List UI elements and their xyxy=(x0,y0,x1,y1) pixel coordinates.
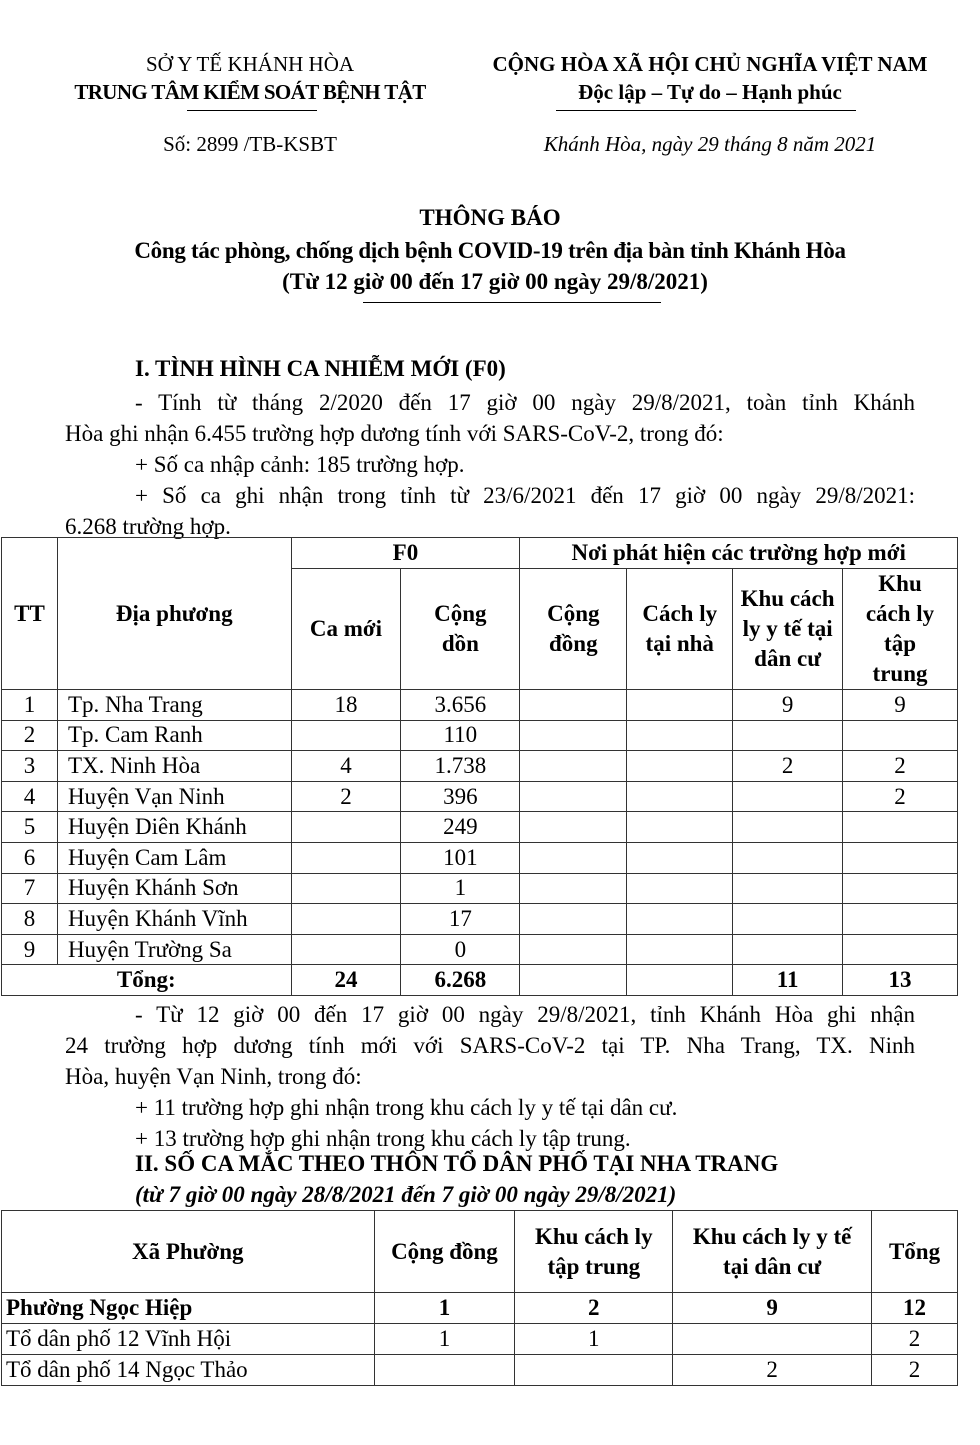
central-quarantine-cases: 9 xyxy=(843,690,958,721)
residential-quarantine-cases: 9 xyxy=(673,1293,872,1324)
section2-period: (từ 7 giờ 00 ngày 28/8/2021 đến 7 giờ 00 ngày 29/8/2021) xyxy=(135,1182,677,1207)
section1-paragraph-1-line-2: Hòa ghi nhận 6.455 trường hợp dương tính với SARS-CoV-2, trong đó: xyxy=(65,421,724,446)
national-motto: Độc lập – Tự do – Hạnh phúc xyxy=(578,80,842,104)
community-cases xyxy=(374,1355,515,1386)
central-quarantine-cases xyxy=(515,1355,673,1386)
header-tt: TT xyxy=(2,538,58,690)
cumulative-cases: 110 xyxy=(401,720,520,751)
row-number: 9 xyxy=(2,934,58,965)
community-cases xyxy=(520,781,627,812)
row-number: 3 xyxy=(2,751,58,782)
new-cases xyxy=(291,812,401,843)
cumulative-cases: 101 xyxy=(401,842,520,873)
header-central-quarantine: Khu cách ly tập trung xyxy=(515,1211,673,1293)
ward-name: Tổ dân phố 12 Vĩnh Hội xyxy=(2,1324,375,1355)
residential-quarantine-cases xyxy=(733,781,843,812)
residential-quarantine-cases xyxy=(733,842,843,873)
new-cases: 2 xyxy=(291,781,401,812)
community-cases xyxy=(520,904,627,935)
central-quarantine-cases xyxy=(843,873,958,904)
header-ward: Xã Phường xyxy=(2,1211,375,1293)
locality-name: Huyện Cam Lâm xyxy=(57,842,291,873)
ward-name: Phường Ngọc Hiệp xyxy=(2,1293,375,1324)
title-underline xyxy=(363,302,661,303)
document-subtitle: Công tác phòng, chống dịch bệnh COVID-19 trên địa bàn tỉnh Khánh Hòa xyxy=(134,238,846,263)
section1-paragraph-4-line-1: - Từ 12 giờ 00 đến 17 giờ 00 ngày 29/8/2021, tỉnh Khánh Hòa ghi nhận xyxy=(135,1002,915,1027)
table-row xyxy=(2,873,958,904)
row-number: 5 xyxy=(2,812,58,843)
new-cases: 18 xyxy=(291,690,401,721)
agency-parent: SỞ Y TẾ KHÁNH HÒA xyxy=(145,52,355,76)
row-number: 4 xyxy=(2,781,58,812)
home-isolation-cases xyxy=(627,842,733,873)
locality-name: Tp. Nha Trang xyxy=(57,690,291,721)
locality-name: Tp. Cam Ranh xyxy=(57,720,291,751)
header-central-quarantine: Khu cách ly tập trung xyxy=(843,569,958,690)
home-isolation-cases xyxy=(627,781,733,812)
residential-quarantine-cases xyxy=(733,873,843,904)
new-cases: 4 xyxy=(291,751,401,782)
document-number: Số: 2899 /TB-KSBT xyxy=(163,132,337,156)
new-cases xyxy=(291,842,401,873)
total-row xyxy=(2,965,958,996)
table-row xyxy=(2,1355,958,1386)
table-row xyxy=(2,781,958,812)
community-cases xyxy=(520,934,627,965)
community-cases xyxy=(520,751,627,782)
table-row xyxy=(2,690,958,721)
header-community: Cộng đồng xyxy=(520,569,627,690)
row-number: 8 xyxy=(2,904,58,935)
central-quarantine-cases: 1 xyxy=(515,1324,673,1355)
section1-local-cases-line-2: 6.268 trường hợp. xyxy=(65,514,231,539)
header-community: Cộng đồng xyxy=(374,1211,515,1293)
central-quarantine-cases: 2 xyxy=(843,751,958,782)
table-row xyxy=(2,1324,958,1355)
table-row xyxy=(2,1293,958,1324)
new-cases xyxy=(291,720,401,751)
total-cases: 2 xyxy=(872,1324,958,1355)
new-cases xyxy=(291,904,401,935)
cumulative-cases: 1 xyxy=(401,873,520,904)
home-isolation-cases xyxy=(627,690,733,721)
locality-name: TX. Ninh Hòa xyxy=(57,751,291,782)
ward-name: Tổ dân phố 14 Ngọc Thảo xyxy=(2,1355,375,1386)
row-number: 2 xyxy=(2,720,58,751)
community-cases: 1 xyxy=(374,1324,515,1355)
nation-title: CỘNG HÒA XÃ HỘI CHỦ NGHĨA VIỆT NAM xyxy=(492,52,928,76)
total-cumulative: 6.268 xyxy=(401,965,520,996)
section1-local-cases-line-1: + Số ca ghi nhận trong tỉnh từ 23/6/2021 đến 17 giờ 00 ngày 29/8/2021: xyxy=(135,483,915,508)
document-title: THÔNG BÁO xyxy=(419,205,561,230)
residential-quarantine-cases: 2 xyxy=(733,751,843,782)
header-residential-quarantine: Khu cách ly y tế tại dân cư xyxy=(673,1211,872,1293)
row-number: 7 xyxy=(2,873,58,904)
section1-paragraph-4-line-3: Hòa, huyện Vạn Ninh, trong đó: xyxy=(65,1064,362,1089)
home-isolation-cases xyxy=(627,812,733,843)
document-period: (Từ 12 giờ 00 đến 17 giờ 00 ngày 29/8/2021) xyxy=(282,269,708,294)
central-quarantine-cases xyxy=(843,720,958,751)
central-quarantine-cases: 2 xyxy=(515,1293,673,1324)
table-row xyxy=(2,812,958,843)
total-central-quarantine: 13 xyxy=(843,965,958,996)
locality-name: Huyện Khánh Vĩnh xyxy=(57,904,291,935)
central-quarantine-cases xyxy=(843,812,958,843)
section1-heading: I. TÌNH HÌNH CA NHIỄM MỚI (F0) xyxy=(135,356,506,381)
total-label: Tổng: xyxy=(2,965,292,996)
new-cases xyxy=(291,873,401,904)
place-date: Khánh Hòa, ngày 29 tháng 8 năm 2021 xyxy=(543,132,877,156)
home-isolation-cases xyxy=(627,934,733,965)
header-f0: F0 xyxy=(291,538,520,569)
table-row xyxy=(2,720,958,751)
cumulative-cases: 3.656 xyxy=(401,690,520,721)
home-isolation-cases xyxy=(627,873,733,904)
community-cases xyxy=(520,720,627,751)
section1-paragraph-4-line-2: 24 trường hợp dương tính mới với SARS-CoV-2 tại TP. Nha Trang, TX. Ninh xyxy=(65,1033,915,1058)
header-new-cases: Ca mới xyxy=(291,569,401,690)
agency-name: TRUNG TÂM KIỂM SOÁT BỆNH TẬT xyxy=(74,80,426,104)
residential-quarantine-cases xyxy=(733,934,843,965)
home-isolation-cases xyxy=(627,720,733,751)
header-total: Tổng xyxy=(872,1211,958,1293)
home-isolation-cases xyxy=(627,751,733,782)
home-isolation-cases xyxy=(627,904,733,935)
total-cases: 12 xyxy=(872,1293,958,1324)
central-quarantine-cases xyxy=(843,904,958,935)
agency-underline xyxy=(187,110,317,111)
community-cases xyxy=(520,812,627,843)
section2-heading: II. SỐ CA MẮC THEO THÔN TỔ DÂN PHỐ TẠI NHA TRANG xyxy=(135,1151,779,1176)
section1-imported-cases: + Số ca nhập cảnh: 185 trường hợp. xyxy=(135,452,465,477)
residential-quarantine-cases xyxy=(733,812,843,843)
section1-residential-summary: + 11 trường hợp ghi nhận trong khu cách ly y tế tại dân cư. xyxy=(135,1095,678,1120)
cumulative-cases: 17 xyxy=(401,904,520,935)
locality-name: Huyện Trường Sa xyxy=(57,934,291,965)
total-community xyxy=(520,965,627,996)
header-locality: Địa phương xyxy=(57,538,291,690)
row-number: 6 xyxy=(2,842,58,873)
residential-quarantine-cases xyxy=(733,904,843,935)
row-number: 1 xyxy=(2,690,58,721)
central-quarantine-cases xyxy=(843,934,958,965)
cumulative-cases: 249 xyxy=(401,812,520,843)
locality-name: Huyện Diên Khánh xyxy=(57,812,291,843)
motto-underline xyxy=(556,110,856,111)
header-cumulative: Cộng dồn xyxy=(401,569,520,690)
cumulative-cases: 1.738 xyxy=(401,751,520,782)
ward-cases-table xyxy=(1,1210,958,1386)
header-detected-location: Nơi phát hiện các trường hợp mới xyxy=(520,538,958,569)
section1-central-summary: + 13 trường hợp ghi nhận trong khu cách ly tập trung. xyxy=(135,1126,631,1151)
table-row xyxy=(2,934,958,965)
table-row xyxy=(2,904,958,935)
section1-paragraph-1-line-1: - Tính từ tháng 2/2020 đến 17 giờ 00 ngày 29/8/2021, toàn tỉnh Khánh xyxy=(135,390,915,415)
central-quarantine-cases xyxy=(843,842,958,873)
community-cases xyxy=(520,842,627,873)
community-cases xyxy=(520,690,627,721)
table-row xyxy=(2,751,958,782)
cumulative-cases: 396 xyxy=(401,781,520,812)
total-cases: 2 xyxy=(872,1355,958,1386)
table-row xyxy=(2,842,958,873)
community-cases: 1 xyxy=(374,1293,515,1324)
new-cases xyxy=(291,934,401,965)
community-cases xyxy=(520,873,627,904)
total-residential-quarantine: 11 xyxy=(733,965,843,996)
cumulative-cases: 0 xyxy=(401,934,520,965)
residential-quarantine-cases xyxy=(733,720,843,751)
residential-quarantine-cases: 2 xyxy=(673,1355,872,1386)
locality-name: Huyện Vạn Ninh xyxy=(57,781,291,812)
f0-cases-table xyxy=(1,537,958,996)
header-home-isolation: Cách ly tại nhà xyxy=(627,569,733,690)
header-residential-quarantine: Khu cách ly y tế tại dân cư xyxy=(733,569,843,690)
locality-name: Huyện Khánh Sơn xyxy=(57,873,291,904)
total-home-isolation xyxy=(627,965,733,996)
residential-quarantine-cases xyxy=(673,1324,872,1355)
central-quarantine-cases: 2 xyxy=(843,781,958,812)
total-new-cases: 24 xyxy=(291,965,401,996)
residential-quarantine-cases: 9 xyxy=(733,690,843,721)
